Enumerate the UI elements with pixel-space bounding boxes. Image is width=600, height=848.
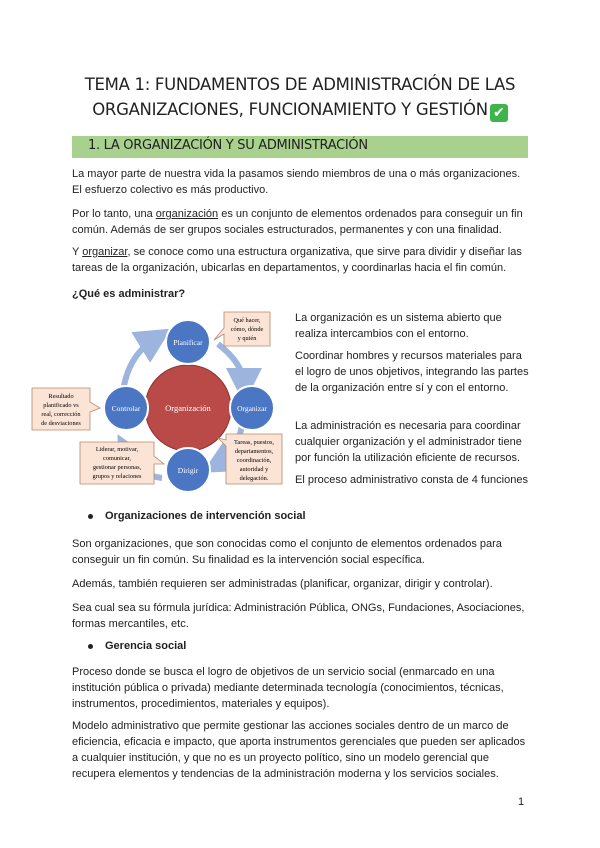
note-organizar-line-1: Tareas, puestos,	[234, 439, 274, 446]
note-controlar-line-2: planificado vs	[43, 402, 79, 409]
label-organizar: Organizar	[237, 404, 267, 413]
term-organizacion: organización	[155, 208, 219, 220]
bullet-dot-icon	[88, 514, 93, 519]
page-number: 1	[518, 796, 525, 808]
arrow-controlar-planificar	[124, 338, 156, 386]
side-paragraph-1: La organización es un sistema abierto que realiza intercambios con el entorno.	[295, 312, 502, 340]
bullet-organizaciones: Organizaciones de intervención social	[88, 510, 306, 522]
arrow-planificar-organizar	[218, 344, 244, 386]
term-organizar: organizar	[82, 246, 128, 258]
administration-process-diagram	[30, 304, 292, 500]
bullet2-paragraph-1: Proceso donde se busca el logro de objetivos de un servicio social (enmarcado en una institución pública o privada) mediante determinada tecnología (conocimientos, técnicas, instrumentos, procedimientos, materiales y equipos).	[72, 666, 504, 710]
side-paragraph-2: Coordinar hombres y recursos materiales para el logro de unos objetivos, integrando las partes de la organización entre sí y con el entorno.	[295, 350, 529, 394]
note-organizar-line-2: departamentos,	[234, 448, 274, 455]
bullet1-paragraph-2: Además, también requieren ser administradas (planificar, organizar, dirigir y controlar).	[72, 578, 493, 590]
note-controlar-line-1: Resultado	[48, 393, 74, 400]
note-controlar-line-4: de desviaciones	[41, 420, 81, 427]
question-heading: ¿Qué es administrar?	[72, 288, 186, 300]
note-organizar-line-3: coordinación,	[236, 457, 272, 464]
paragraph-3: Y organizar, se conoce como una estructura organizativa, que sirve para dividir y diseñar las tareas de la organización, ubicarlas en departamentos, y coordinarlas hacia el fin común.	[72, 246, 522, 274]
note-planificar-line-3: y quién	[237, 335, 257, 342]
bullet-gerencia-social: Gerencia social	[88, 640, 186, 652]
note-dirigir-line-4: grupos y relaciones	[92, 473, 142, 480]
check-mark-icon: ✔	[490, 104, 508, 122]
bullet1-paragraph-1: Son organizaciones, que son conocidas como el conjunto de elementos ordenados para conseguir un fin común. Su finalidad es la intervención social específica.	[72, 538, 502, 566]
note-controlar	[32, 388, 100, 430]
section-heading: 1. LA ORGANIZACIÓN Y SU ADMINISTRACIÓN	[88, 138, 368, 153]
bullet1-paragraph-3: Sea cual sea su fórmula jurídica: Administración Pública, ONGs, Fundaciones, Asociaciones, formas mercantiles, etc.	[72, 602, 525, 630]
note-organizar-line-5: delegación.	[239, 475, 269, 482]
note-dirigir-line-1: Liderar, motivar,	[95, 446, 139, 453]
paragraph-1: La mayor parte de nuestra vida la pasamos siendo miembros de una o más organizaciones. El esfuerzo colectivo es más productivo.	[72, 168, 521, 196]
side-paragraph-3: La administración es necesaria para coordinar cualquier organización y el administrador tiene por función la utilización eficiente de recursos.	[295, 420, 522, 464]
label-dirigir: Dirigir	[177, 466, 199, 475]
note-dirigir-line-3: gestionar personas,	[92, 464, 142, 471]
label-planificar: Planificar	[173, 338, 203, 347]
side-paragraph-4: El proceso administrativo consta de 4 funciones	[295, 474, 528, 486]
section-heading-bar	[72, 136, 528, 158]
note-dirigir	[80, 442, 164, 484]
note-planificar-line-2: cómo, dónde	[230, 326, 264, 333]
note-organizar-line-4: autoridad y	[239, 466, 269, 473]
title-line-2: ORGANIZACIONES, FUNCIONAMIENTO Y GESTIÓN ✔	[60, 97, 540, 122]
note-planificar-line-1: Qué hacer,	[233, 317, 261, 324]
note-controlar-line-3: real, corrección	[41, 411, 81, 418]
document-title	[60, 72, 540, 122]
note-dirigir-line-2: comunicar,	[103, 455, 131, 462]
paragraph-2: Por lo tanto, una organización es un conjunto de elementos ordenados para conseguir un fin común. Además de ser grupos sociales estructurados, permanentes y con una finalidad.	[72, 208, 523, 236]
note-planificar	[214, 312, 270, 346]
bullet-dot-icon	[88, 644, 93, 649]
label-controlar: Controlar	[111, 404, 141, 413]
center-label: Organización	[165, 403, 211, 413]
note-organizar	[218, 434, 282, 484]
title-line-1: TEMA 1: FUNDAMENTOS DE ADMINISTRACIÓN DE LAS	[84, 75, 516, 94]
bullet2-paragraph-2: Modelo administrativo que permite gestionar las acciones sociales dentro de un marco de eficiencia, eficacia e impacto, que aporta instrumentos gerenciales que pueden ser aplicados a cualquier institución, y que no es un proyecto político, sino un modelo gerencial que recupera elementos y tendencias de la administración moderna y los servicios sociales.	[72, 720, 526, 780]
